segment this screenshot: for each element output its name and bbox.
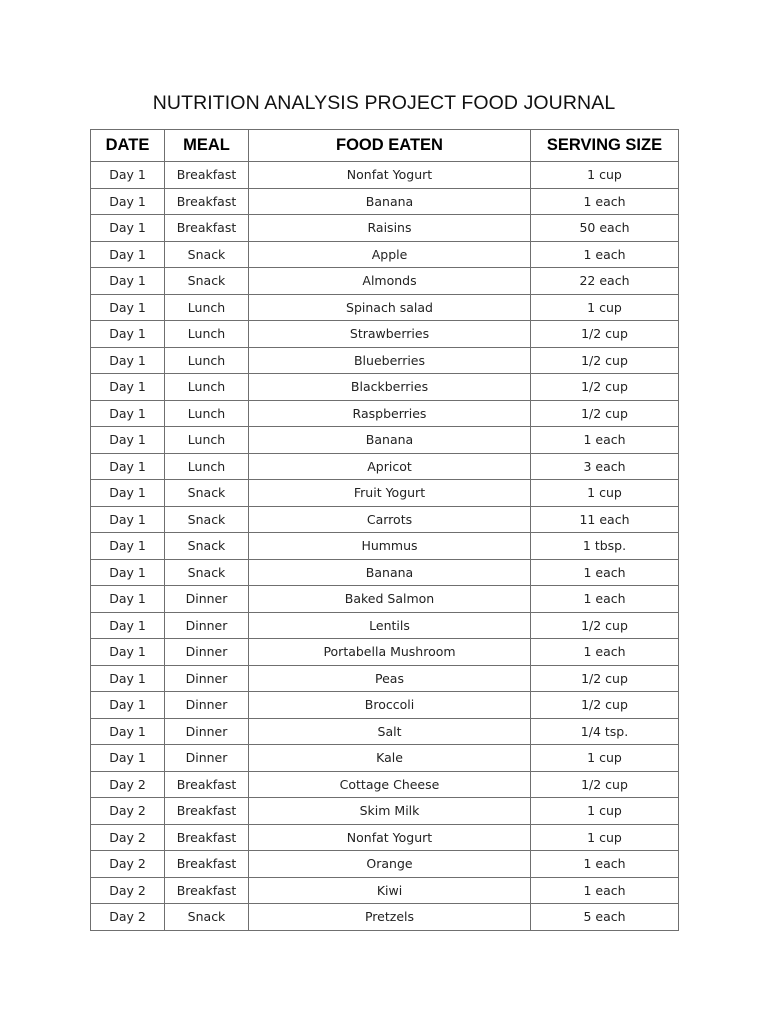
serving-size-cell: 11 each: [531, 506, 679, 533]
header-serving-size: SERVING SIZE: [531, 130, 679, 162]
serving-size-cell: 22 each: [531, 268, 679, 295]
table-row: [91, 771, 679, 798]
serving-size-cell: 1 cup: [531, 798, 679, 825]
serving-size-cell: 1 cup: [531, 480, 679, 507]
meal-cell: Snack: [165, 241, 249, 268]
table-body: [91, 162, 679, 931]
date-cell: Day 1: [91, 162, 165, 189]
food-cell: Almonds: [249, 268, 531, 295]
date-cell: Day 1: [91, 241, 165, 268]
meal-cell: Breakfast: [165, 877, 249, 904]
table-row: [91, 824, 679, 851]
table-row: [91, 321, 679, 348]
date-cell: Day 1: [91, 321, 165, 348]
date-cell: Day 2: [91, 851, 165, 878]
food-cell: Blueberries: [249, 347, 531, 374]
food-cell: Banana: [249, 427, 531, 454]
meal-cell: Snack: [165, 559, 249, 586]
serving-size-cell: 1/2 cup: [531, 771, 679, 798]
table-row: [91, 745, 679, 772]
table-row: [91, 188, 679, 215]
meal-cell: Snack: [165, 533, 249, 560]
serving-size-cell: 1 each: [531, 427, 679, 454]
table-row: [91, 851, 679, 878]
meal-cell: Breakfast: [165, 188, 249, 215]
table-row: [91, 400, 679, 427]
serving-size-cell: 1/2 cup: [531, 692, 679, 719]
meal-cell: Dinner: [165, 745, 249, 772]
food-cell: Cottage Cheese: [249, 771, 531, 798]
table-row: [91, 612, 679, 639]
serving-size-cell: 1 cup: [531, 294, 679, 321]
date-cell: Day 1: [91, 347, 165, 374]
table-row: [91, 586, 679, 613]
serving-size-cell: 1/2 cup: [531, 347, 679, 374]
date-cell: Day 2: [91, 771, 165, 798]
date-cell: Day 1: [91, 268, 165, 295]
table-row: [91, 427, 679, 454]
food-cell: Broccoli: [249, 692, 531, 719]
meal-cell: Dinner: [165, 612, 249, 639]
food-cell: Blackberries: [249, 374, 531, 401]
serving-size-cell: 1 cup: [531, 745, 679, 772]
date-cell: Day 2: [91, 904, 165, 931]
serving-size-cell: 1/4 tsp.: [531, 718, 679, 745]
date-cell: Day 1: [91, 745, 165, 772]
date-cell: Day 1: [91, 586, 165, 613]
date-cell: Day 1: [91, 559, 165, 586]
table-row: [91, 718, 679, 745]
table-row: [91, 215, 679, 242]
date-cell: Day 1: [91, 718, 165, 745]
meal-cell: Breakfast: [165, 162, 249, 189]
food-journal-table: [90, 129, 679, 931]
table-row: [91, 268, 679, 295]
food-cell: Kale: [249, 745, 531, 772]
table-row: [91, 241, 679, 268]
meal-cell: Dinner: [165, 639, 249, 666]
meal-cell: Snack: [165, 480, 249, 507]
date-cell: Day 1: [91, 215, 165, 242]
meal-cell: Breakfast: [165, 824, 249, 851]
serving-size-cell: 5 each: [531, 904, 679, 931]
date-cell: Day 1: [91, 692, 165, 719]
food-cell: Hummus: [249, 533, 531, 560]
meal-cell: Snack: [165, 904, 249, 931]
food-cell: Raisins: [249, 215, 531, 242]
table-row: [91, 347, 679, 374]
meal-cell: Lunch: [165, 347, 249, 374]
meal-cell: Lunch: [165, 294, 249, 321]
food-cell: Strawberries: [249, 321, 531, 348]
date-cell: Day 1: [91, 506, 165, 533]
meal-cell: Dinner: [165, 692, 249, 719]
table-row: [91, 904, 679, 931]
meal-cell: Lunch: [165, 374, 249, 401]
food-cell: Carrots: [249, 506, 531, 533]
table-row: [91, 639, 679, 666]
serving-size-cell: 1/2 cup: [531, 665, 679, 692]
food-cell: Spinach salad: [249, 294, 531, 321]
table-row: [91, 453, 679, 480]
date-cell: Day 1: [91, 639, 165, 666]
serving-size-cell: 1 cup: [531, 824, 679, 851]
serving-size-cell: 1 tbsp.: [531, 533, 679, 560]
meal-cell: Breakfast: [165, 771, 249, 798]
meal-cell: Snack: [165, 268, 249, 295]
date-cell: Day 1: [91, 400, 165, 427]
date-cell: Day 1: [91, 188, 165, 215]
date-cell: Day 1: [91, 427, 165, 454]
meal-cell: Breakfast: [165, 851, 249, 878]
table-row: [91, 294, 679, 321]
date-cell: Day 2: [91, 798, 165, 825]
meal-cell: Dinner: [165, 665, 249, 692]
date-cell: Day 1: [91, 480, 165, 507]
date-cell: Day 1: [91, 294, 165, 321]
food-cell: Peas: [249, 665, 531, 692]
header-food-eaten: FOOD EATEN: [249, 130, 531, 162]
food-cell: Banana: [249, 188, 531, 215]
table-row: [91, 798, 679, 825]
serving-size-cell: 1 cup: [531, 162, 679, 189]
serving-size-cell: 50 each: [531, 215, 679, 242]
serving-size-cell: 1/2 cup: [531, 612, 679, 639]
date-cell: Day 1: [91, 665, 165, 692]
serving-size-cell: 1/2 cup: [531, 374, 679, 401]
food-cell: Orange: [249, 851, 531, 878]
meal-cell: Lunch: [165, 321, 249, 348]
table-row: [91, 506, 679, 533]
food-cell: Raspberries: [249, 400, 531, 427]
date-cell: Day 1: [91, 374, 165, 401]
meal-cell: Lunch: [165, 427, 249, 454]
meal-cell: Dinner: [165, 718, 249, 745]
serving-size-cell: 1 each: [531, 877, 679, 904]
serving-size-cell: 1/2 cup: [531, 400, 679, 427]
serving-size-cell: 1 each: [531, 586, 679, 613]
food-cell: Banana: [249, 559, 531, 586]
food-cell: Salt: [249, 718, 531, 745]
table-row: [91, 162, 679, 189]
header-meal: MEAL: [165, 130, 249, 162]
food-cell: Lentils: [249, 612, 531, 639]
serving-size-cell: 1 each: [531, 559, 679, 586]
meal-cell: Dinner: [165, 586, 249, 613]
table-row: [91, 480, 679, 507]
meal-cell: Breakfast: [165, 798, 249, 825]
food-cell: Portabella Mushroom: [249, 639, 531, 666]
date-cell: Day 1: [91, 612, 165, 639]
header-date: DATE: [91, 130, 165, 162]
table-row: [91, 374, 679, 401]
date-cell: Day 1: [91, 453, 165, 480]
serving-size-cell: 3 each: [531, 453, 679, 480]
food-cell: Pretzels: [249, 904, 531, 931]
meal-cell: Breakfast: [165, 215, 249, 242]
table-row: [91, 877, 679, 904]
serving-size-cell: 1 each: [531, 639, 679, 666]
serving-size-cell: 1 each: [531, 241, 679, 268]
food-cell: Baked Salmon: [249, 586, 531, 613]
food-cell: Fruit Yogurt: [249, 480, 531, 507]
date-cell: Day 1: [91, 533, 165, 560]
table-row: [91, 692, 679, 719]
meal-cell: Lunch: [165, 400, 249, 427]
date-cell: Day 2: [91, 877, 165, 904]
food-cell: Apricot: [249, 453, 531, 480]
food-cell: Apple: [249, 241, 531, 268]
serving-size-cell: 1 each: [531, 851, 679, 878]
food-cell: Skim Milk: [249, 798, 531, 825]
table-row: [91, 559, 679, 586]
food-cell: Nonfat Yogurt: [249, 824, 531, 851]
meal-cell: Lunch: [165, 453, 249, 480]
table-row: [91, 665, 679, 692]
meal-cell: Snack: [165, 506, 249, 533]
table-row: [91, 533, 679, 560]
food-cell: Kiwi: [249, 877, 531, 904]
food-cell: Nonfat Yogurt: [249, 162, 531, 189]
serving-size-cell: 1/2 cup: [531, 321, 679, 348]
serving-size-cell: 1 each: [531, 188, 679, 215]
page-title: NUTRITION ANALYSIS PROJECT FOOD JOURNAL: [152, 92, 616, 114]
date-cell: Day 2: [91, 824, 165, 851]
table-header-row: [91, 130, 679, 162]
